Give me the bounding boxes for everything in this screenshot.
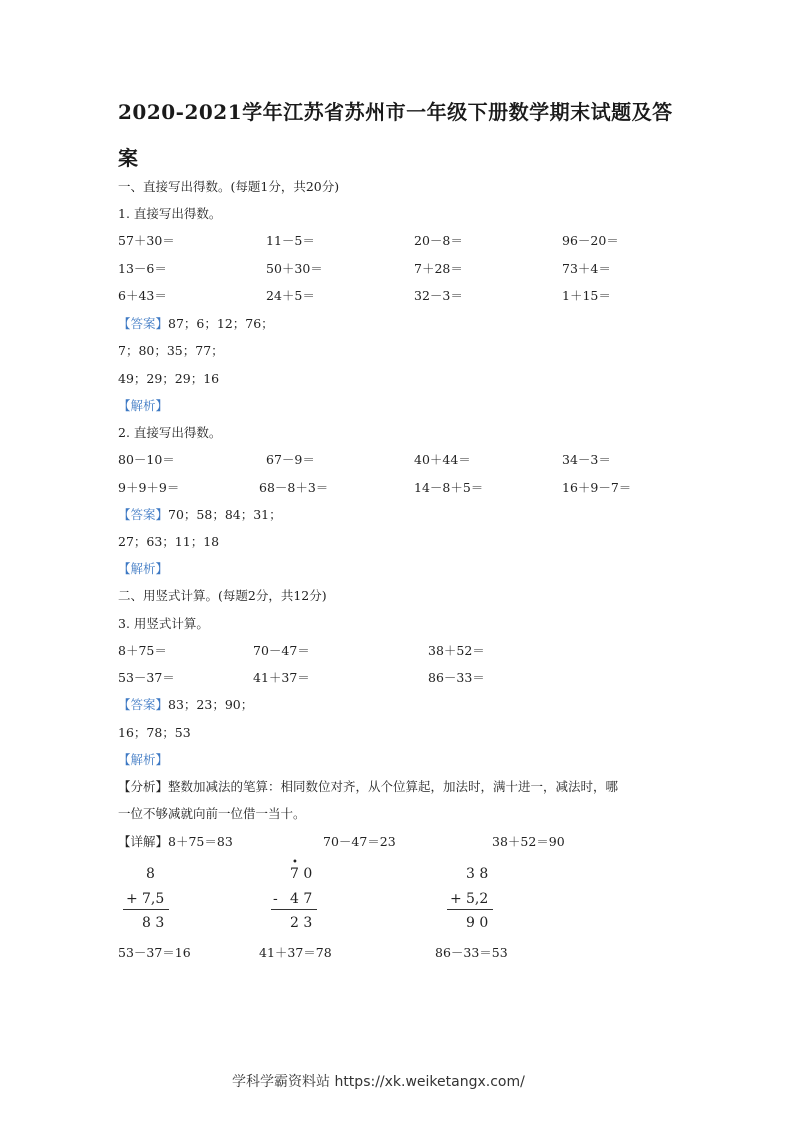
q1-item: 96－20＝ [562,233,619,248]
q3-item: 53－37＝ [118,670,175,685]
q3-item: 70－47＝ [253,643,310,658]
vc1-op: + [126,891,138,907]
vc2-line [271,909,317,910]
q1-answer-line: 49；29；29；16 [118,371,220,386]
q1-answer-line [118,316,274,332]
vc2-second: 4 7 [290,891,313,907]
xiangjie-item: 38＋52＝90 [492,834,565,849]
q3-analysis-tag: 【解析】 [118,752,169,767]
vc2-top: 7 0 [290,866,313,882]
q1-item: 1＋15＝ [562,288,611,303]
q3-xiangjie-line [118,834,233,850]
q3-item: 8＋75＝ [118,643,167,658]
vc1-second: 7,5 [142,891,165,907]
q1-item: 13－6＝ [118,261,167,276]
answer-tag: 【答案】 [118,697,169,712]
q2-item: 9＋9＋9＝ [118,480,180,495]
q2-answer-line: 27；63；11；18 [118,534,220,549]
answer-text: 70；58；84；31； [168,507,282,522]
vc1-line [123,909,169,910]
vc3-op: + [450,891,462,907]
page-title-line2: 案 [118,146,139,170]
vc3-top: 3 8 [466,866,489,882]
q2-item: 34－3＝ [562,452,611,467]
vc2-result: 2 3 [290,915,313,931]
q2-item: 40＋44＝ [414,452,471,467]
answer-tag: 【答案】 [118,507,169,522]
q2-item: 14－8＋5＝ [414,480,484,495]
q1-item: 50＋30＝ [266,261,323,276]
q3-item: 41＋37＝ [253,670,310,685]
q1-item: 11－5＝ [266,233,315,248]
q1-answer-line: 7；80；35；77； [118,343,224,358]
q1-label: 1. 直接写出得数。 [118,206,222,221]
q3-more-item: 41＋37＝78 [259,945,332,960]
q1-item: 32－3＝ [414,288,463,303]
vc1-top: 8 [146,866,155,882]
q3-item: 38＋52＝ [428,643,485,658]
q3-more-item: 53－37＝16 [118,945,191,960]
q1-item: 57＋30＝ [118,233,175,248]
q3-fenxi-line [118,779,618,795]
vc3-second: 5,2 [466,891,489,907]
page-title-line1: 2020-2021学年江苏省苏州市一年级下册数学期末试题及答 [118,100,673,124]
footer-watermark: 学科学霸资料站 https://xk.weiketangx.com/ [232,1074,525,1090]
q2-item: 16＋9－7＝ [562,480,632,495]
borrow-dot-icon: • [292,857,298,868]
q2-item: 80－10＝ [118,452,175,467]
fenxi-text: 整数加减法的笔算：相同数位对齐，从个位算起，加法时，满十进一，减法时，哪 [168,779,619,794]
q3-more-item: 86－33＝53 [435,945,508,960]
q3-fenxi-line2: 一位不够减就向前一位借一当十。 [118,806,306,821]
q2-answer-line [118,507,282,523]
fenxi-tag: 【分析】 [118,779,169,794]
q3-label: 3. 用竖式计算。 [118,616,209,631]
q2-item: 67－9＝ [266,452,315,467]
q1-item: 24＋5＝ [266,288,315,303]
vc1-result: 8 3 [142,915,165,931]
q2-label: 2. 直接写出得数。 [118,425,222,440]
q1-item: 7＋28＝ [414,261,463,276]
q1-item: 6＋43＝ [118,288,167,303]
answer-tag: 【答案】 [118,316,169,331]
q2-analysis-tag: 【解析】 [118,561,169,576]
q3-answer-line: 16；78；53 [118,725,191,740]
q1-analysis-tag: 【解析】 [118,398,169,413]
q3-answer-line [118,697,253,713]
vc3-line [447,909,493,910]
answer-text: 83；23；90； [168,697,254,712]
xiangjie-tag: 【详解】 [118,834,169,849]
section1-heading: 一、直接写出得数。(每题1分，共20分) [118,179,340,194]
q1-item: 73＋4＝ [562,261,611,276]
section2-heading: 二、用竖式计算。(每题2分，共12分) [118,588,327,603]
xiangjie-item: 8＋75＝83 [168,834,233,849]
vc2-op: - [273,891,278,907]
xiangjie-item: 70－47＝23 [323,834,396,849]
q2-item: 68－8＋3＝ [259,480,329,495]
q3-item: 86－33＝ [428,670,485,685]
vc3-result: 9 0 [466,915,489,931]
q1-item: 20－8＝ [414,233,463,248]
answer-text: 87；6；12；76； [168,316,274,331]
